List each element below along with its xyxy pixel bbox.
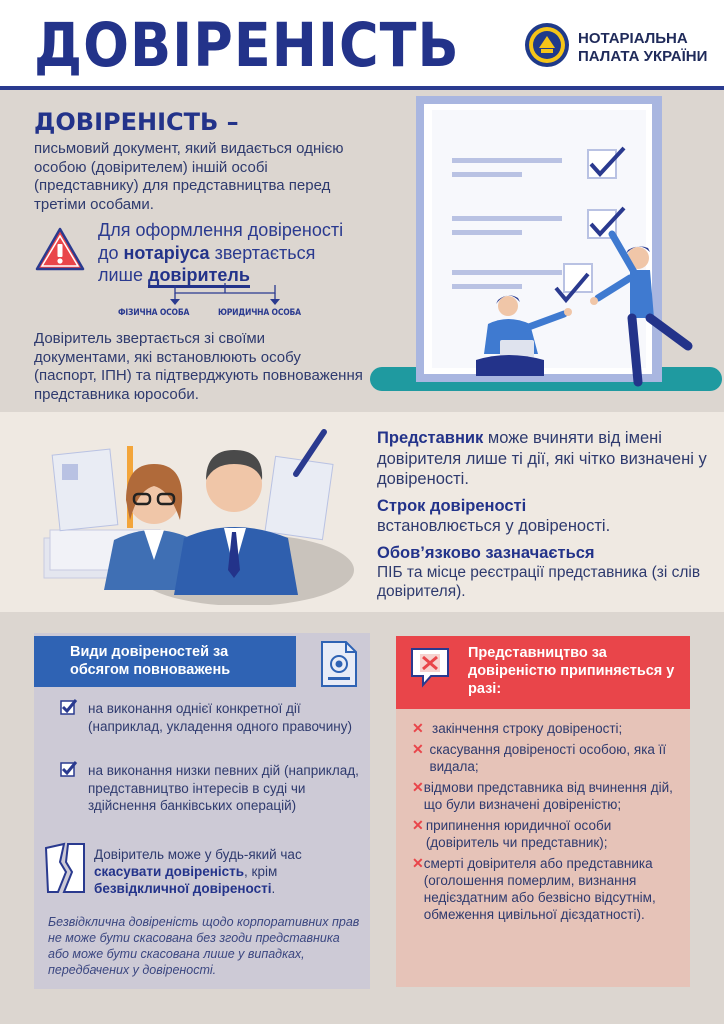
type-item-multiple-actions: на виконання низки певних дій (наприклад, представництво інтересів в суді чи здійснення банківських операцій) [88, 763, 359, 813]
definition-text: письмовий документ, який видається однією особою (довірителем) іншій особі (представнику) для представництва перед третіми особами. [34, 140, 344, 213]
termination-item: відмови представника від вчинення дій, що були визначені довіреністю; [423, 780, 673, 812]
checkbox-checked-icon [60, 760, 78, 778]
representative-powers-text: може вчиняти від імені довірителя лише ті дії, які чітко визначені у довіреності. [377, 429, 707, 488]
cross-icon: ✕ [412, 741, 424, 757]
list-item [412, 855, 682, 923]
checkbox-checked-icon [60, 698, 78, 716]
revoke-text-a: Довіритель може у будь-який час [94, 847, 302, 862]
torn-document-icon [44, 842, 86, 894]
termination-item: закінчення строку довіреності; [432, 721, 623, 736]
termination-list [412, 720, 682, 923]
notary-notice [98, 219, 398, 287]
checklist-illustration [368, 92, 724, 402]
termination-item: смерті довірителя або представника (оголошення померлим, визнання недієздатним або безвісно відсутнім, обмеження цивільної дієздатності). [423, 856, 656, 922]
mandatory-heading [377, 543, 707, 564]
org-line-1: НОТАРІАЛЬНА [578, 30, 688, 47]
page-title: ДОВІРЕНІСТЬ [34, 10, 460, 81]
org-line-2: ПАЛАТА УКРАЇНИ [578, 48, 708, 65]
revoke-text-e: . [271, 881, 276, 896]
revoke-notice [94, 846, 364, 897]
cross-icon: ✕ [412, 779, 424, 795]
termination-item: припинення юридичної особи (довіритель чи представник); [425, 818, 612, 850]
business-people-illustration [34, 420, 354, 605]
notary-line-1: Для оформлення довіреності [98, 220, 344, 240]
types-heading: Види довіреностей за обсягом повноважень [70, 644, 231, 678]
notary-chamber-logo-icon [524, 22, 570, 68]
term-heading [377, 496, 707, 517]
representative-info [377, 428, 707, 601]
cross-icon: ✕ [412, 720, 424, 736]
definition-title: ДОВІРЕНІСТЬ – [34, 108, 239, 136]
list-item [412, 779, 682, 813]
cross-icon: ✕ [412, 855, 424, 871]
warning-icon [34, 226, 86, 272]
close-message-icon [409, 646, 451, 688]
mandatory-text: ПІБ та місце реєстрації представника (зі слів довірителя). [377, 564, 701, 600]
notary-line-2-a: до [98, 242, 124, 263]
termination-item: скасування довіреності особою, яка її видала; [429, 742, 667, 774]
principal-documents-text: Довіритель звертається зі своїми документами, які встановлюють особу (паспорт, ІПН) та підтверджують повноваження представника юрособи. [34, 330, 363, 403]
notary-line-2 [98, 242, 398, 265]
type-item-single-action: на виконання однієї конкретної дії (наприклад, укладення одного правочину) [88, 701, 352, 734]
mandatory-keyword: Обов’язково зазначається [377, 543, 595, 562]
certificate-icon [316, 640, 360, 688]
representative-powers [377, 428, 707, 490]
revoke-keyword: скасувати довіреність [94, 864, 245, 879]
irrevocable-keyword: безвідкличної довіреності [94, 881, 272, 896]
term-keyword: Строк довіреності [377, 496, 527, 515]
term-text: встановлюється у довіреності. [377, 517, 611, 535]
representative-keyword: Представник [377, 429, 484, 447]
revoke-text-c: , крім [244, 864, 278, 879]
legal-person-label: ЮРИДИЧНА ОСОБА [218, 308, 301, 318]
list-item [412, 720, 682, 737]
cross-icon: ✕ [412, 817, 424, 833]
physical-person-label: ФІЗИЧНА ОСОБА [118, 308, 190, 318]
principal-keyword: довіритель [148, 265, 250, 288]
irrevocable-note: Безвідклична довіреність щодо корпоративних прав не може бути скасована без згоди представника або може бути скасована лише у випадках, передбачених у довіреності. [48, 915, 360, 977]
termination-heading: Представництво за довіреністю припиняється у разі: [468, 645, 675, 697]
list-item [412, 741, 682, 775]
list-item [412, 817, 682, 851]
organization-name [578, 30, 707, 66]
notary-keyword: нотаріуса [123, 242, 210, 263]
notary-line-2-c: звертається [209, 242, 316, 263]
notary-line-3-a: лише [98, 265, 149, 285]
